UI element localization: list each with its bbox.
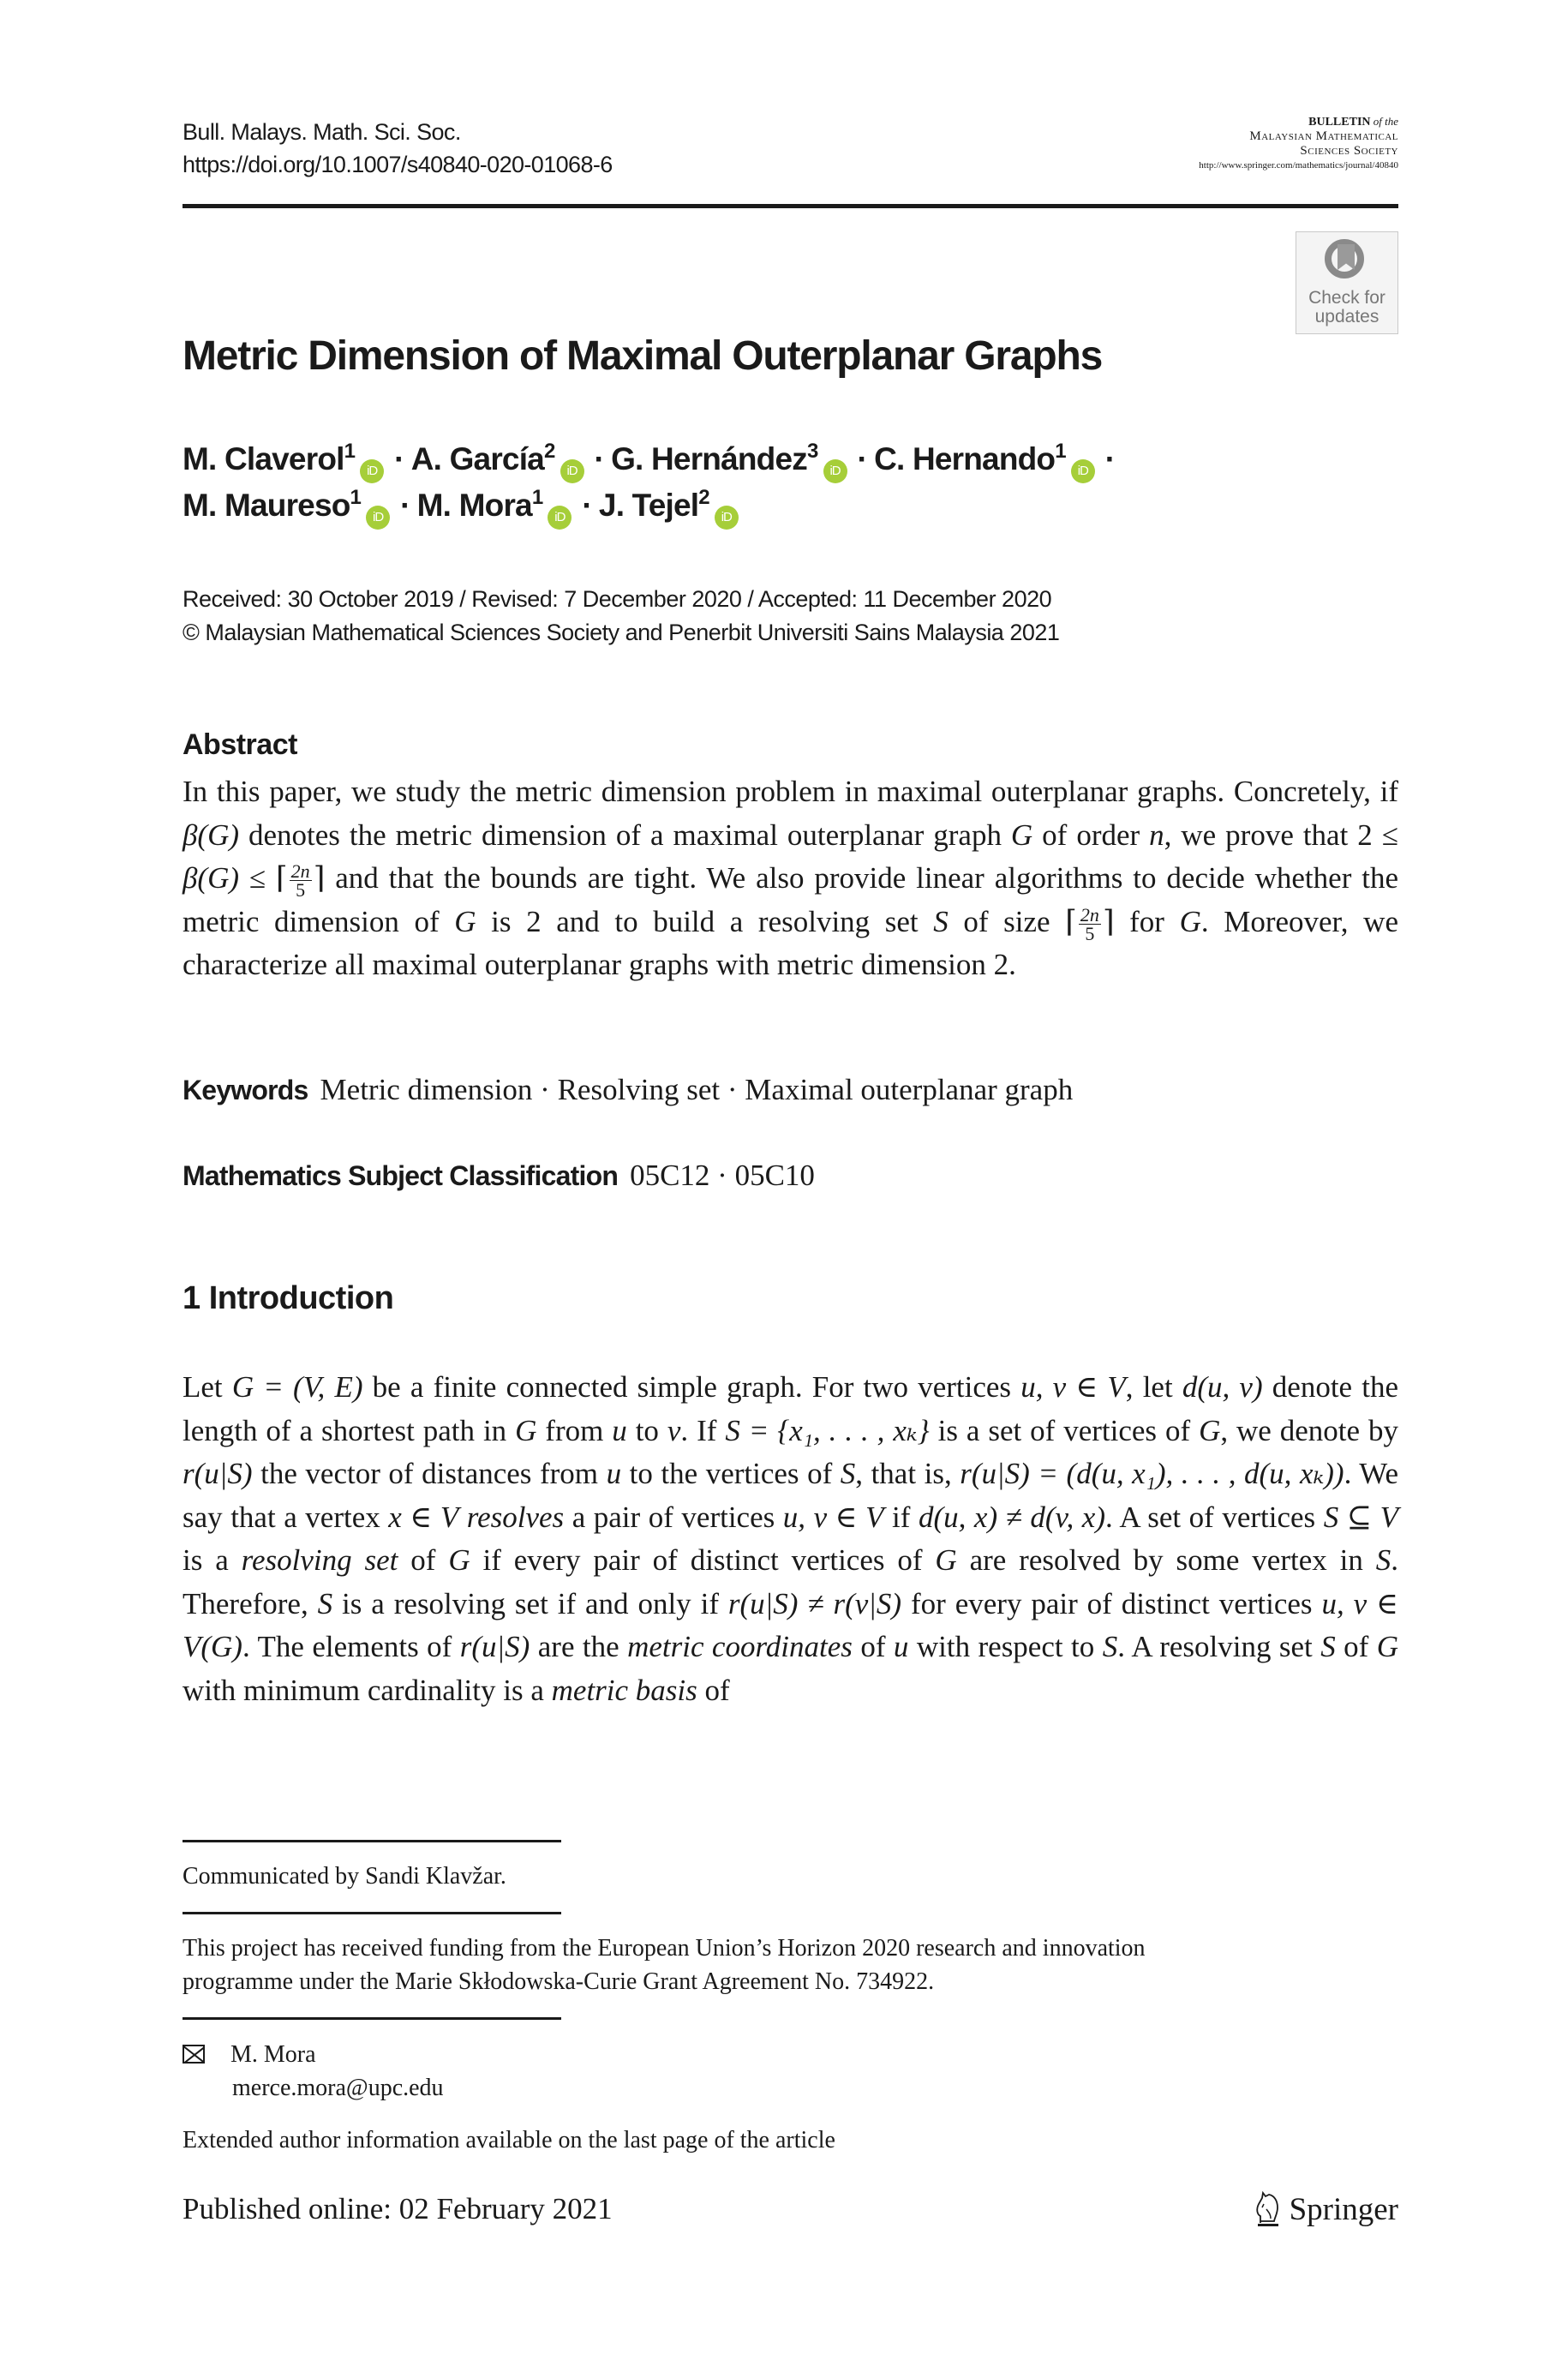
keywords <box>183 1073 1073 1107</box>
check-updates-line1: Check for <box>1308 288 1385 308</box>
orcid-icon[interactable]: iD <box>560 459 584 483</box>
orcid-icon[interactable]: iD <box>366 506 390 530</box>
msc-label: Mathematics Subject Classification <box>183 1160 619 1191</box>
footnote-rule <box>183 2017 561 2020</box>
journal-logo <box>1199 114 1398 173</box>
corresponding-email[interactable]: merce.mora@upc.edu <box>232 2075 444 2101</box>
article-history <box>183 583 1059 650</box>
header-rule <box>183 204 1398 208</box>
orcid-icon[interactable]: iD <box>548 506 572 530</box>
journal-logo-line2: Malaysian Mathematical <box>1249 129 1398 143</box>
author-list: M. Claverol$^1$iD · A. García$^2$iD · G. Hernández$^3$iD · C. Hernando$^1$iD · M. Maureso$^1$iD · M. Mora$^1$iD · J. Tejel$^2$iD <box>183 437 1425 530</box>
funding-note: This project has received funding from the European Union’s Horizon 2020 research and innovation programme under the Marie Skłodowska-Curie Grant Agreement No. 734922. <box>183 1935 1146 1995</box>
keywords-label: Keywords <box>183 1075 308 1105</box>
fraction: $\frac{2n}{5}$ <box>290 860 310 901</box>
abstract-body: In this paper, we study the metric dimension problem in maximal outerplanar graphs. Concretely, if β(G) denotes the metric dimension of a maximal outerplanar graph G of order n, we prove that 2 ≤ β(G) ≤ ⌈ $\frac{2n}{5}$ ⌉ and that the bounds are tight. We also provide linear algorithms to decide whether the metric dimension of G is 2 and to build a resolving set S of size ⌈ $\frac{2n}{5}$ ⌉ for G. Moreover, we characterize all maximal outerplanar graphs with metric dimension 2. <box>183 775 1398 981</box>
journal-logo-ofthe: of the <box>1373 115 1398 128</box>
author[interactable]: G. Hernández$^3$ <box>611 440 818 476</box>
communicated-by: Communicated by Sandi Klavžar. <box>183 1863 506 1890</box>
fraction: $\frac{2n}{5}$ <box>1080 903 1099 944</box>
springer-horse-icon <box>1254 2190 1283 2228</box>
journal-logo-line3: Sciences Society <box>1300 144 1398 158</box>
msc-classification <box>183 1159 815 1193</box>
journal-url[interactable]: http://www.springer.com/mathematics/journal/40840 <box>1199 160 1398 171</box>
paper-title: Metric Dimension of Maximal Outerplanar Graphs <box>183 333 1103 379</box>
journal-logo-bulletin: BULLETIN <box>1308 116 1371 129</box>
keywords-value: Metric dimension · Resolving set · Maximal outerplanar graph <box>320 1073 1074 1106</box>
corresponding-author <box>183 2038 444 2105</box>
orcid-icon[interactable]: iD <box>715 506 739 530</box>
corresponding-name: M. Mora <box>230 2041 316 2068</box>
check-updates-line2: updates <box>1314 307 1379 326</box>
author[interactable]: J. Tejel$^2$ <box>598 486 709 523</box>
author[interactable]: M. Maureso$^1$ <box>183 486 362 523</box>
footnote-rule <box>183 1840 561 1842</box>
running-header <box>183 116 613 181</box>
published-online: Published online: 02 February 2021 <box>183 2192 613 2225</box>
extended-author-info: Extended author information available on the last page of the article <box>183 2127 835 2153</box>
orcid-icon[interactable]: iD <box>360 459 384 483</box>
orcid-icon[interactable]: iD <box>1071 459 1095 483</box>
footnote-rule <box>183 1912 561 1914</box>
section-heading: 1 Introduction <box>183 1280 394 1316</box>
doi-link[interactable]: https://doi.org/10.1007/s40840-020-01068-6 <box>183 152 613 177</box>
msc-value: 05C12 · 05C10 <box>630 1159 815 1192</box>
introduction-body: Let G = (V, E) be a finite connected simple graph. For two vertices u, v ∈ V, let d(u, v) denote the length of a shortest path in G from u to v. If S = {x₁, . . . , xₖ} is a set of vertices of G, we denote by r(u|S) the vector of distances from u to the vertices of S, that is, r(u|S) = (d(u, x₁), . . . , d(u, xₖ)). We say that a vertex x ∈ V resolves a pair of vertices u, v ∈ V if d(u, x) ≠ d(v, x). A set of vertices S ⊆ V is a resolving set of G if every pair of distinct vertices of G are resolved by some vertex in S. Therefore, S is a resolving set if and only if r(u|S) ≠ r(v|S) for every pair of distinct vertices u, v ∈ V(G). The elements of r(u|S) are the metric coordinates of u with respect to S. A resolving set S of G with minimum cardinality is a metric basis of <box>183 1370 1399 1707</box>
author[interactable]: A. García$^2$ <box>410 440 555 476</box>
publisher-name: Springer <box>1289 2191 1398 2227</box>
envelope-icon <box>183 2045 205 2064</box>
copyright-line: © Malaysian Mathematical Sciences Society and Penerbit Universiti Sains Malaysia 2021 <box>183 620 1060 645</box>
author[interactable]: M. Claverol$^1$ <box>183 440 356 476</box>
orcid-icon[interactable]: iD <box>823 459 847 483</box>
author[interactable]: C. Hernando$^1$ <box>874 440 1066 476</box>
journal-abbrev: Bull. Malays. Math. Sci. Soc. <box>183 119 461 145</box>
dates-line: Received: 30 October 2019 / Revised: 7 December 2020 / Accepted: 11 December 2020 <box>183 586 1052 612</box>
author[interactable]: M. Mora$^1$ <box>416 486 543 523</box>
springer-logo <box>1254 2190 1398 2228</box>
abstract-heading: Abstract <box>183 728 297 761</box>
check-for-updates-badge[interactable] <box>1296 231 1398 334</box>
